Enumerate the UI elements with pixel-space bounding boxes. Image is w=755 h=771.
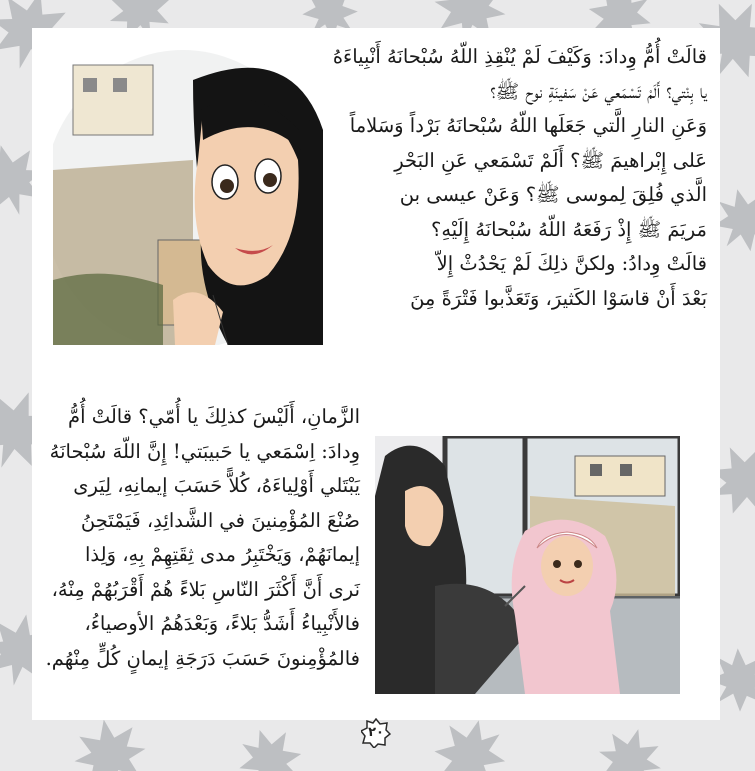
story-line: وِدادَ: اِسْمَعي يا حَبيبَتي! إِنَّ اللّهَ سُبْحانَهُ: [49, 439, 360, 463]
story-line: يا بِنْتي؟ أَلَمْ تَسْمَعي عَنْ سَفينَةِ نوح ﷺ؟: [490, 79, 707, 103]
story-paragraph-1: [317, 40, 707, 316]
story-line: بَعْدَ أَنْ قاسَوْا الكَثيرَ، وَتَعَذَّبوا فَتْرَةً مِنَ: [410, 286, 707, 310]
story-paragraph-2: [45, 400, 360, 676]
story-line: إيمانَهُمْ، وَيَخْتَبِرُ مدى ثِقَتِهِمْ بِهِ، وَلِذا: [85, 543, 360, 566]
story-line: قالَتْ وِدادُ: ولكنَّ ذلِكَ لَمْ يَحْدُثْ إِلاّ: [436, 252, 707, 275]
story-line: فالمُؤْمِنونَ حَسَبَ دَرَجَةِ إيمانٍ كُلٍّ مِنْهُم.: [45, 646, 360, 670]
story-line: قالَتْ أُمُّ وِدادَ: وَكَيْفَ لَمْ يُنْقِذِ اللّهُ سُبْحانَهُ أَنْبِياءَهُ: [332, 45, 707, 68]
story-line: الزَّمانِ، أَلَيْسَ كذلِكَ يا أُمّي؟ قالَتْ أُمُّ: [68, 405, 360, 428]
page-number: ٢٠: [368, 725, 384, 740]
story-line: عَلى إِبْراهيمَ ﷺ؟ أَلَمْ تَسْمَعي عَنِ البَحْرِ: [394, 148, 707, 172]
story-line: نَرى أَنَّ أَكْثَرَ النّاسِ بَلاءً هُمْ أَقْرَبُهُمْ مِنْهُ،: [51, 577, 360, 601]
story-line: فالأَنْبِياءُ أَشَدُّ بَلاءً، وَبَعْدَهُمُ الأوصياءُ،: [84, 612, 360, 635]
story-line: يَبْتَلي أَوْلِياءَهُ، كُلاًّ حَسَبَ إيمانِهِ، لِيَرى: [73, 474, 360, 497]
story-line: وَعَنِ النارِ الَّتي جَعَلَها اللّهُ سُبْحانَهُ بَرْداً وَسَلاماً: [349, 114, 707, 137]
mother-closeup-illustration: [53, 50, 323, 345]
mother-daughter-window-illustration: [375, 436, 680, 694]
story-line: الَّذي فُلِقَ لِموسى ﷺ؟ وَعَنْ عيسى بن: [399, 183, 707, 206]
page-number-badge: [361, 718, 391, 748]
story-line: مَريَمَ ﷺ إِذْ رَفَعَهُ اللّهُ سُبْحانَهُ إِلَيْهِ؟: [430, 217, 707, 241]
story-line: صُنْعَ المُؤْمِنينَ في الشَّدائِدِ، فَيَمْتَحِنُ: [80, 508, 360, 532]
